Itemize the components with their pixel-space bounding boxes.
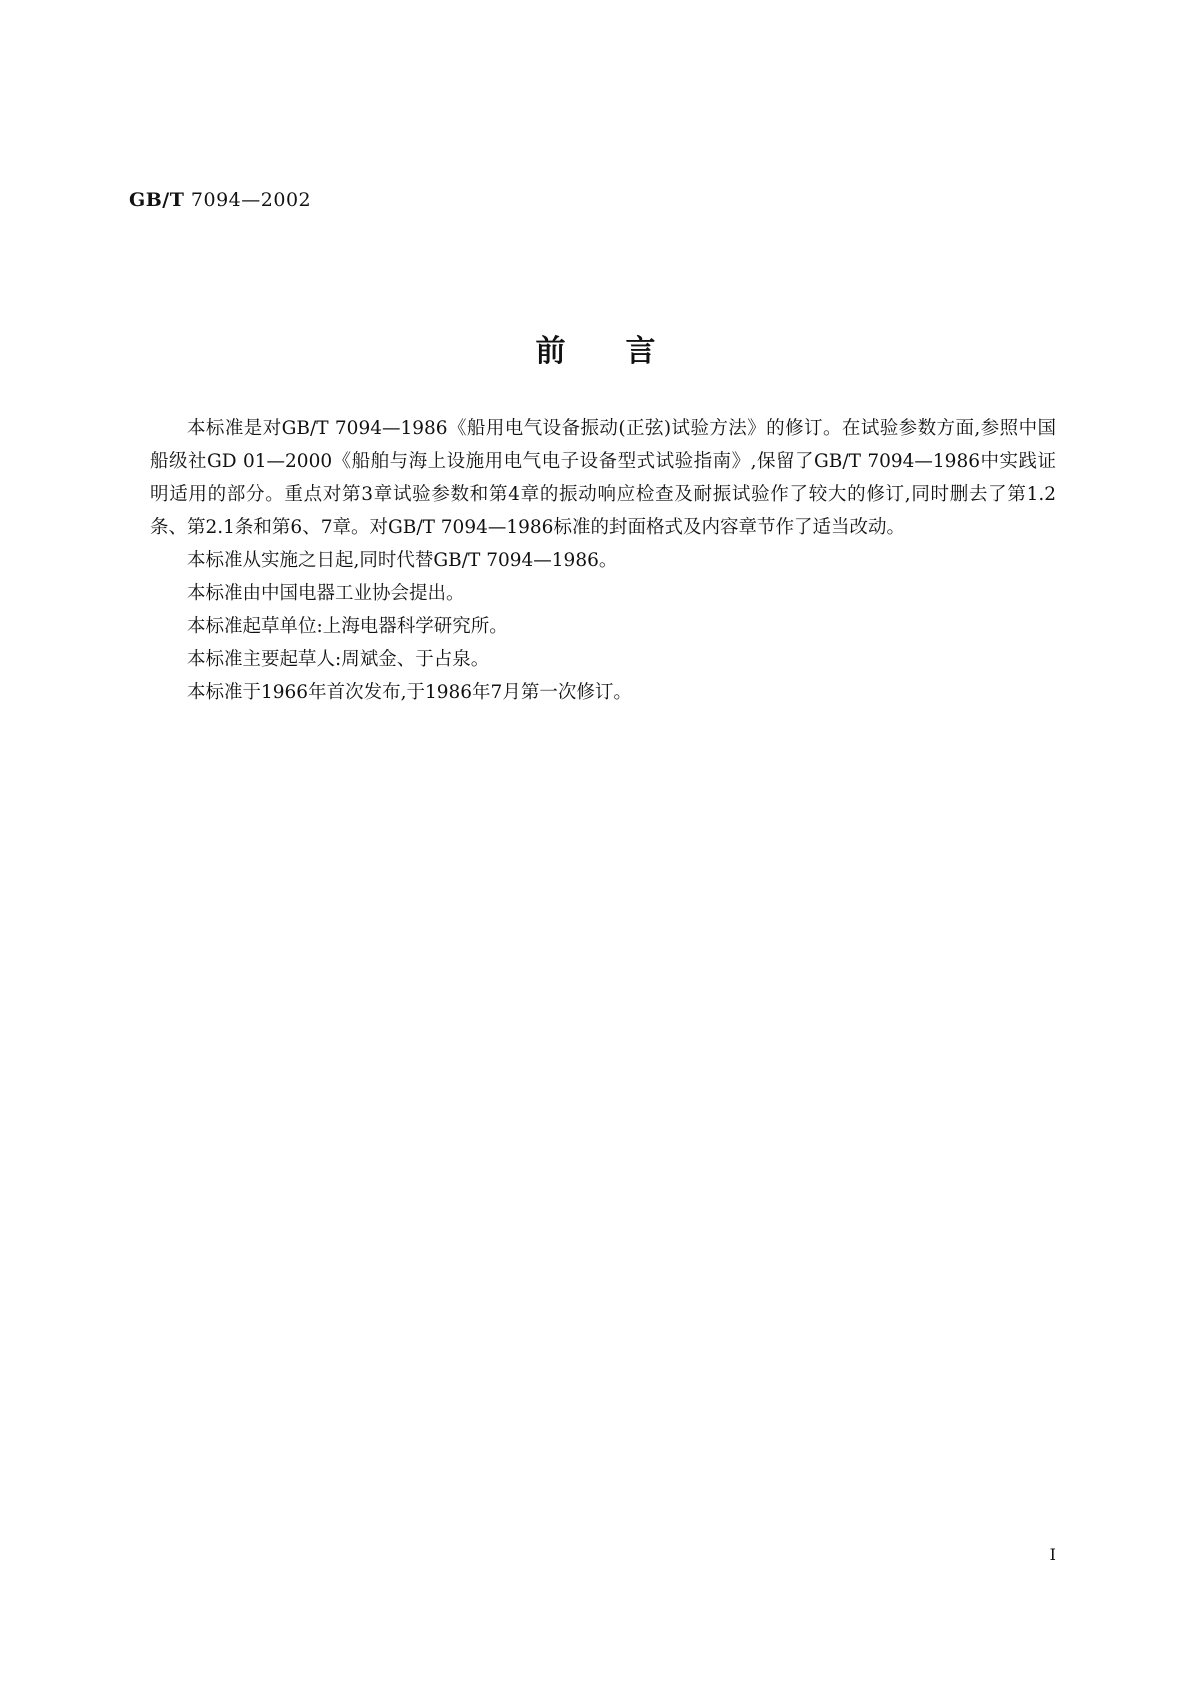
paragraph-replacement: 本标准从实施之日起,同时代替GB/T 7094—1986。	[187, 550, 618, 571]
paragraph-drafting-unit: 本标准起草单位:上海电器科学研究所。	[187, 616, 508, 637]
standard-prefix: GB/T	[129, 189, 185, 211]
standard-code: 7094—2002	[190, 189, 312, 211]
paragraph-revision-summary: 本标准是对GB/T 7094—1986《船用电气设备振动(正弦)试验方法》的修订。在试验参数方面,参照中国船级社GD 01—2000《船舶与海上设施用电气电子设备型式试验指南》,保留了GB/T 7094—1986中实践证明适用的部分。重点对第3章试验参数和第4章的振动响应检查及耐振试验作了较大的修订,同时删去了第1.2条、第2.1条和第6、7章。对GB/T 7094—1986标准的封面格式及内容章节作了适当改动。	[150, 418, 1056, 538]
paragraph-proposer: 本标准由中国电器工业协会提出。	[187, 583, 465, 604]
foreword-body	[150, 412, 1056, 709]
paragraph-history: 本标准于1966年首次发布,于1986年7月第一次修订。	[187, 682, 632, 703]
page-title: 前言	[535, 334, 716, 369]
standard-number	[129, 189, 311, 211]
paragraph-drafters: 本标准主要起草人:周斌金、于占泉。	[187, 649, 490, 670]
page-number: I	[1049, 1545, 1056, 1564]
